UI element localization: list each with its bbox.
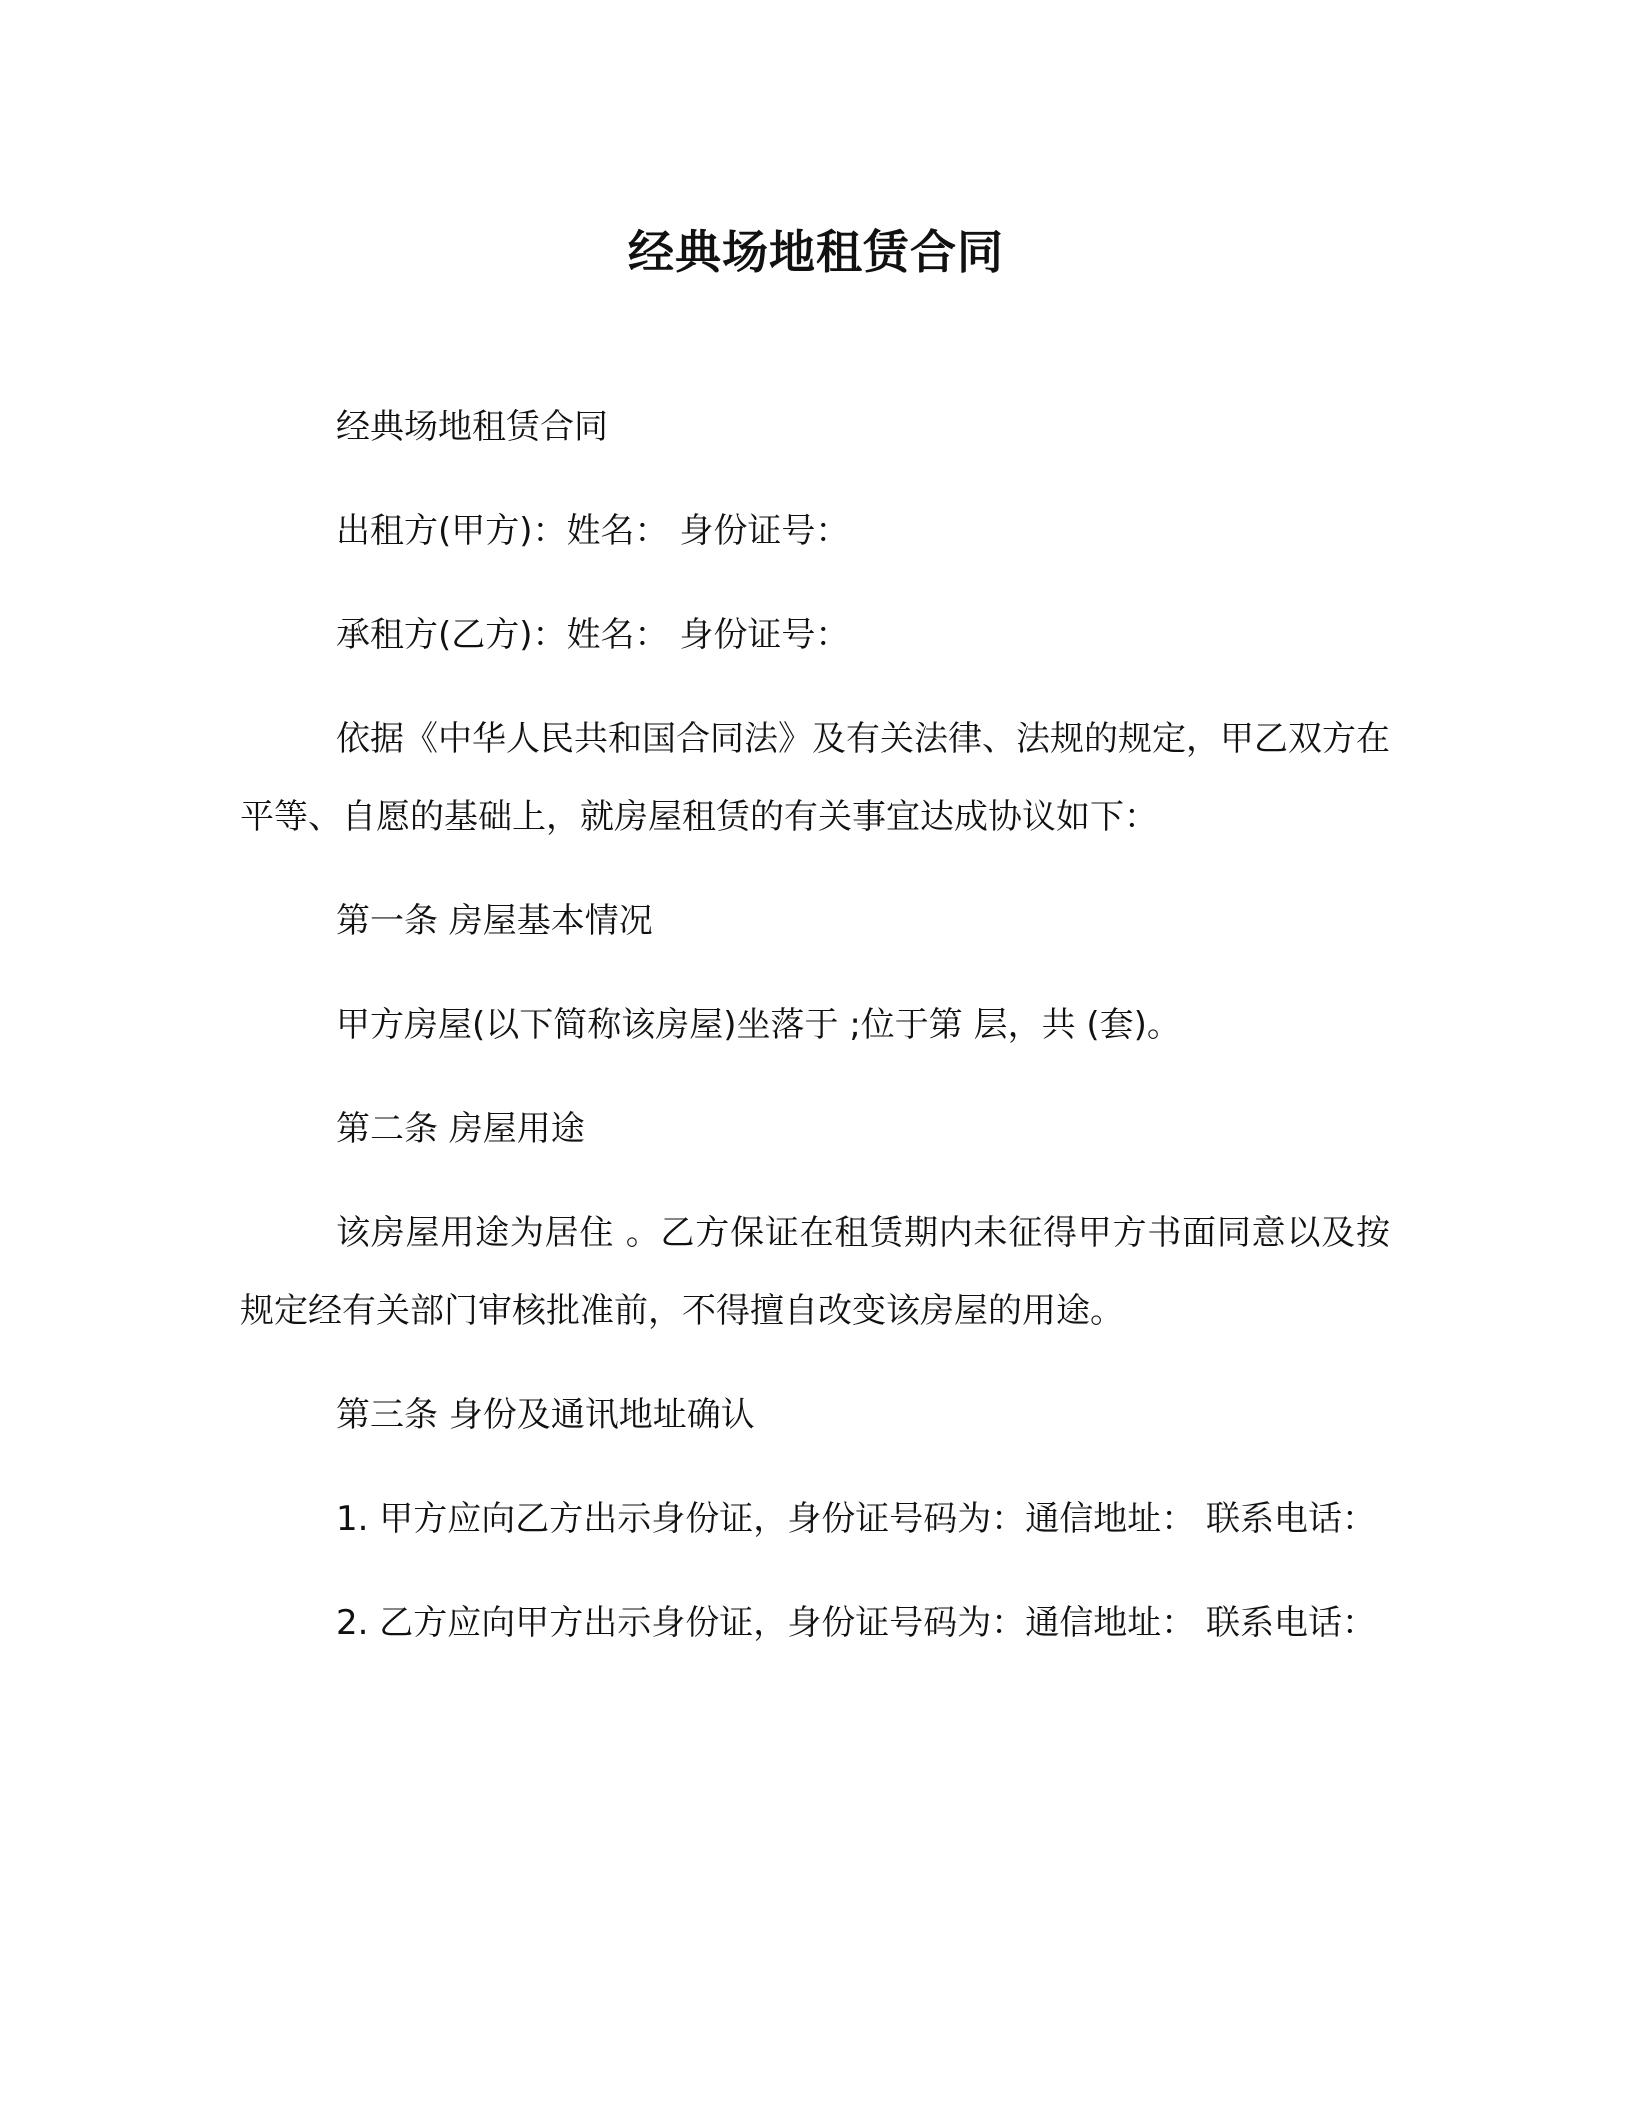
paragraph-heading: 经典场地租赁合同 [336, 407, 608, 447]
document-title: 经典场地租赁合同 [628, 225, 1004, 279]
paragraph-lessor: 出租方(甲方)：姓名： 身份证号： [336, 511, 850, 551]
article-3-heading: 第三条 身份及通讯地址确认 [336, 1395, 755, 1435]
article-2-heading: 第二条 房屋用途 [336, 1109, 585, 1149]
article-3-item-1: 1. 甲方应向乙方出示身份证，身份证号码为：通信地址： 联系电话： [336, 1499, 1377, 1539]
article-1-heading: 第一条 房屋基本情况 [336, 901, 653, 941]
article-1-text: 甲方房屋(以下简称该房屋)坐落于 ;位于第 层，共 (套)。 [336, 1005, 1181, 1045]
paragraph-lessee: 承租方(乙方)：姓名： 身份证号： [336, 615, 850, 655]
article-3-item-2: 2. 乙方应向甲方出示身份证，身份证号码为：通信地址： 联系电话： [336, 1603, 1377, 1643]
paragraph-preamble: 依据《中华人民共和国合同法》及有关法律、法规的规定，甲乙双方在平等、自愿的基础上，就房屋租赁的有关事宜达成协议如下： [240, 719, 1390, 837]
document-body [240, 388, 1390, 1688]
article-2-text: 该房屋用途为居住 。乙方保证在租赁期内未征得甲方书面同意以及按规定经有关部门审核批准前，不得擅自改变该房屋的用途。 [240, 1213, 1390, 1331]
